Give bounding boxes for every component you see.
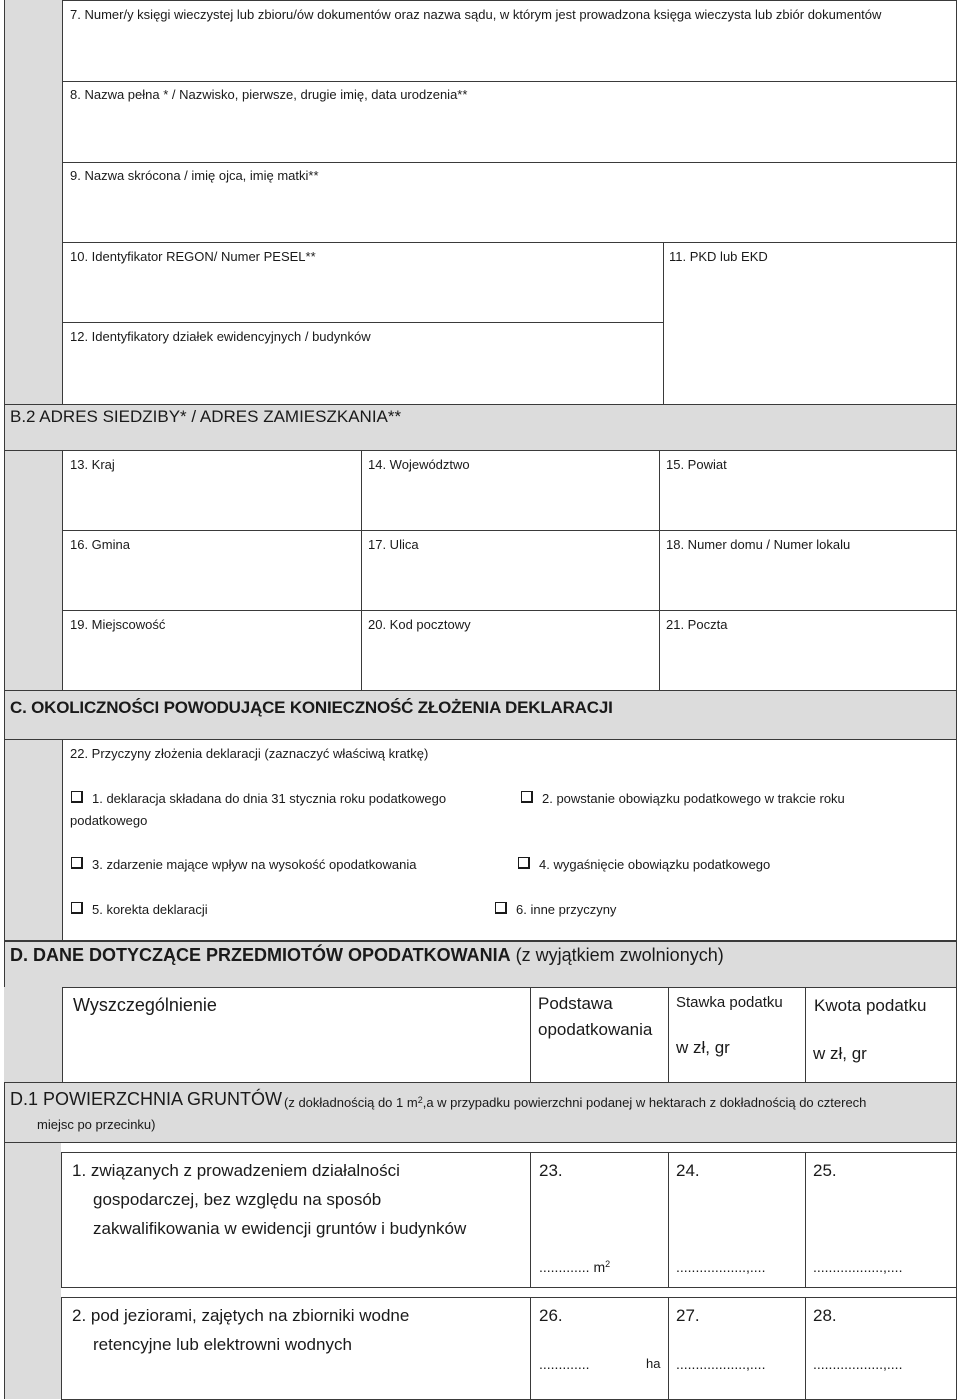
field-8-label: 8. Nazwa pełna * / Nazwisko, pierwsze, drugie imię, data urodzenia** [70,87,468,102]
field-16-label: 16. Gmina [70,537,130,552]
field-14[interactable] [361,450,660,531]
checkbox-reason-2[interactable] [521,791,533,803]
field-11-label: 11. PKD lub EKD [669,249,768,264]
reason-5-label: 5. korekta deklaracji [92,902,208,917]
field-24[interactable] [668,1152,806,1288]
field-22-label: 22. Przyczyny złożenia deklaracji (zaznaczyć właściwą kratkę) [70,746,429,761]
left-margin-strip-lower [4,1142,61,1399]
field-17-label: 17. Ulica [368,537,419,552]
col-rate-header [668,987,806,1083]
row-1-line-3: zakwalifikowania w ewidencji gruntów i budynków [93,1219,467,1238]
field-9[interactable] [62,162,957,243]
col-rate-label-2: w zł, gr [676,1038,730,1057]
field-12[interactable] [62,322,664,405]
section-d-title-bold: D. DANE DOTYCZĄCE PRZEDMIOTÓW OPODATKOWANIA [10,945,511,965]
field-13-label: 13. Kraj [70,457,115,472]
field-27-label: 27. [676,1306,700,1325]
checkbox-reason-5[interactable] [71,902,83,914]
field-28-value: ..................,.... [813,1356,903,1372]
row-1-line-2: gospodarczej, bez względu na sposób [93,1190,382,1209]
checkbox-reason-3[interactable] [71,857,83,869]
col-base-label-1: Podstawa [538,994,613,1013]
field-15-label: 15. Powiat [666,457,727,472]
field-25[interactable] [805,1152,957,1288]
field-26-unit: ha [646,1356,661,1371]
field-19-label: 19. Miejscowość [70,617,166,632]
field-18-label: 18. Numer domu / Numer lokalu [666,537,851,552]
reason-6-label: 6. inne przyczyny [516,902,617,917]
row-2-line-2: retencyjne lub elektrowni wodnych [93,1335,352,1354]
field-25-value: ..................,.... [813,1259,903,1275]
field-20-label: 20. Kod pocztowy [368,617,471,632]
section-d1-note-1: (z dokładnością do 1 m [284,1095,418,1110]
field-27[interactable] [668,1297,806,1400]
row-1-line-1: 1. związanych z prowadzeniem działalności [72,1161,400,1180]
field-22 [62,739,957,941]
col-spec-header [62,987,531,1083]
section-d1-header [4,1082,957,1143]
field-16[interactable] [62,530,362,611]
field-7-label: 7. Numer/y księgi wieczystej lub zbioru/ów dokumentów oraz nazwa sądu, w którym jest prowadzona księga wieczysta lub zbiór dokumentów [70,7,882,22]
col-base-label-2: opodatkowania [538,1020,653,1039]
reason-2-label: 2. powstanie obowiązku podatkowego w trakcie roku [542,791,845,806]
field-9-label: 9. Nazwa skrócona / imię ojca, imię matki** [70,168,319,183]
field-18[interactable] [659,530,957,611]
field-14-label: 14. Województwo [368,457,470,472]
section-d1-note-3: miejsc po przecinku) [37,1117,156,1132]
field-23-unit-sup: 2 [605,1259,611,1269]
section-b2-title: B.2 ADRES SIEDZIBY* / ADRES ZAMIESZKANIA** [10,407,402,426]
field-23-dots: ............. m [539,1259,606,1275]
checkbox-reason-4[interactable] [518,857,530,869]
field-21[interactable] [659,610,957,691]
section-d-title [10,945,724,966]
row-2-line-1: 2. pod jeziorami, zajętych na zbiorniki wodne [72,1306,410,1325]
field-13[interactable] [62,450,362,531]
section-d1-note-2: ,a w przypadku powierzchni podanej w hektarach z dokładnością do czterech [422,1095,867,1110]
field-23[interactable] [530,1152,669,1288]
field-26-dots: ............. [539,1356,590,1372]
field-26-label: 26. [539,1306,563,1325]
section-d-header [4,940,957,988]
section-d1-note-sup: 2 [417,1095,423,1105]
field-15[interactable] [659,450,957,531]
col-rate-label-1: Stawka podatku [676,994,783,1011]
section-d1-note [284,1095,866,1111]
field-8[interactable] [62,81,957,163]
field-17[interactable] [361,530,660,611]
col-spec-label: Wyszczególnienie [73,995,217,1015]
field-28[interactable] [805,1297,957,1400]
reason-1-label-cont: podatkowego [70,813,148,828]
field-11[interactable] [663,242,957,405]
field-24-value: ..................,.... [676,1259,766,1275]
row-2-description [61,1297,531,1400]
field-12-label: 12. Identyfikatory działek ewidencyjnych / budynków [70,329,371,344]
col-amount-label-1: Kwota podatku [814,996,927,1015]
field-20[interactable] [361,610,660,691]
field-24-label: 24. [676,1161,700,1180]
field-19[interactable] [62,610,362,691]
section-d-title-rest: (z wyjątkiem zwolnionych) [510,945,724,965]
reason-3-label: 3. zdarzenie mające wpływ na wysokość opodatkowania [92,857,417,872]
field-10-label: 10. Identyfikator REGON/ Numer PESEL** [70,249,316,264]
field-28-label: 28. [813,1306,837,1325]
field-10[interactable] [62,242,664,323]
section-c-title: C. OKOLICZNOŚCI POWODUJĄCE KONIECZNOŚĆ ZŁOŻENIA DEKLARACJI [10,698,613,717]
section-b2-header [4,404,957,451]
reason-4-label: 4. wygaśnięcie obowiązku podatkowego [539,857,771,872]
field-23-value [539,1259,610,1275]
field-25-label: 25. [813,1161,837,1180]
section-d1-title: D.1 POWIERZCHNIA GRUNTÓW [10,1089,283,1109]
checkbox-reason-1[interactable] [71,791,83,803]
col-amount-header [805,987,957,1083]
field-26[interactable] [530,1297,669,1400]
field-27-value: ..................,.... [676,1356,766,1372]
field-7[interactable] [62,0,957,82]
reason-1-label: 1. deklaracja składana do dnia 31 stycznia roku podatkowego [92,791,447,806]
col-amount-label-2: w zł, gr [813,1044,867,1063]
checkbox-reason-6[interactable] [495,902,507,914]
col-base-header [530,987,669,1083]
field-23-label: 23. [539,1161,563,1180]
row-1-description [61,1152,531,1288]
field-21-label: 21. Poczta [666,617,728,632]
section-c-header [4,690,957,740]
